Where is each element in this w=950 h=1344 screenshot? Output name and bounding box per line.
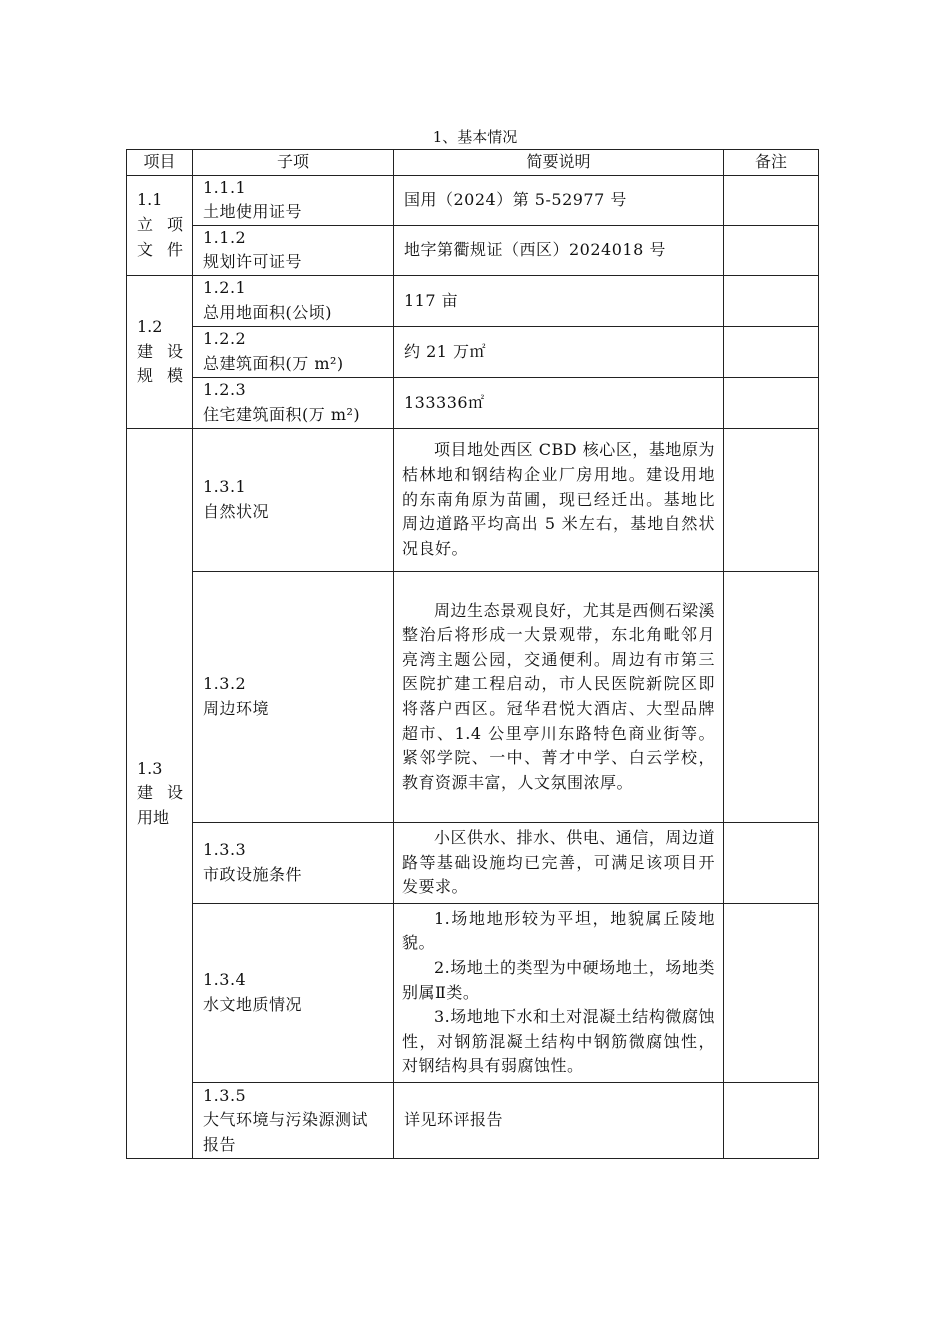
note-cell [724,571,819,822]
sub-cell [193,175,394,225]
sub-cell [193,428,394,571]
note-cell [724,275,819,326]
sub-code: 1.2.1 [203,278,247,298]
sub-code: 1.2.3 [203,380,247,400]
table-row [127,428,819,571]
desc-cell: 详见环评报告 [394,1082,724,1158]
desc-cell: 133336㎡ [394,377,724,428]
note-cell [724,326,819,377]
sub-cell [193,903,394,1082]
sub-code: 1.3.3 [203,840,247,860]
table-row [127,377,819,428]
group-num: 1.1 [137,190,163,210]
sub-cell [193,571,394,822]
group-line1: 立 项 [137,214,183,234]
desc-paragraph: 项目地处西区 CBD 核心区，基地原为桔林地和钢结构企业厂房用地。建设用地的东南角原为苗圃，现已经迁出。基地比周边道路平均高出 5 米左右，基地自然状况良好。 [402,440,715,558]
sub-cell [193,1082,394,1158]
basic-info-table [126,149,819,1159]
table-row [127,275,819,326]
desc-cell: 约 21 万㎡ [394,326,724,377]
sub-name: 总用地面积(公顷) [203,302,332,322]
table-row [127,571,819,822]
group-cell [127,275,193,428]
sub-name: 住宅建筑面积(万 m²) [203,404,361,424]
sub-name: 大气环境与污染源测试报告 [203,1110,369,1154]
note-cell [724,903,819,1082]
note-cell [724,225,819,275]
sub-cell [193,225,394,275]
desc-paragraph: 1.场地地形较为平坦，地貌属丘陵地貌。 [402,908,715,953]
group-cell [127,428,193,1158]
sub-cell [193,822,394,903]
sub-code: 1.1.2 [203,227,247,247]
note-cell [724,822,819,903]
group-line1: 建 设 [137,341,183,361]
group-num: 1.2 [137,317,163,337]
desc-cell [394,903,724,1082]
desc-cell [394,571,724,822]
desc-cell [394,822,724,903]
group-line2: 规 模 [137,366,183,386]
table-row [127,326,819,377]
table-row [127,903,819,1082]
sub-name: 市政设施条件 [203,864,303,884]
table-row [127,822,819,903]
group-cell [127,175,193,275]
desc-paragraph: 小区供水、排水、供电、通信，周边道路等基础设施均已完善，可满足该项目开发要求。 [402,827,715,897]
sub-code: 1.2.2 [203,329,247,349]
desc-cell: 国用（2024）第 5-52977 号 [394,175,724,225]
sub-cell [193,377,394,428]
group-line2: 用地 [137,807,170,827]
header-item: 项目 [127,150,193,176]
note-cell [724,1082,819,1158]
sub-name: 土地使用证号 [203,202,303,222]
group-num: 1.3 [137,758,163,778]
desc-paragraph: 3.场地地下水和土对混凝土结构微腐蚀性，对钢筋混凝土结构中钢筋微腐蚀性，对钢结构具有弱腐蚀性。 [402,1007,715,1076]
note-cell [724,175,819,225]
sub-code: 1.3.5 [203,1085,247,1105]
header-desc: 简要说明 [394,150,724,176]
desc-cell: 117 亩 [394,275,724,326]
header-sub: 子项 [193,150,394,176]
sub-name: 水文地质情况 [203,994,303,1014]
sub-name: 周边环境 [203,698,270,718]
sub-name: 总建筑面积(万 m²) [203,353,344,373]
group-line1: 建 设 [137,783,183,803]
sub-code: 1.3.1 [203,477,247,497]
note-cell [724,428,819,571]
desc-cell [394,428,724,571]
sub-code: 1.1.1 [203,177,247,197]
table-row [127,225,819,275]
table-row [127,1082,819,1158]
section-title: 1、基本情况 [432,128,518,146]
desc-cell: 地字第衢规证（西区）2024018 号 [394,225,724,275]
group-line2: 文 件 [137,239,183,259]
sub-code: 1.3.2 [203,674,247,694]
sub-name: 自然状况 [203,501,270,521]
sub-code: 1.3.4 [203,970,247,990]
desc-paragraph: 周边生态景观良好，尤其是西侧石梁溪整治后将形成一大景观带，东北角毗邻月亮湾主题公园，交通便利。周边有市第三医院扩建工程启动，市人民医院新院区即将落户西区。冠华君悦大酒店、大型品牌超市、1.4 公里亭川东路特色商业街等。紧邻学院、一中、菁才中学、白云学校，教育资源丰富，人文氛围浓厚。 [402,600,715,792]
sub-cell [193,275,394,326]
sub-cell [193,326,394,377]
desc-paragraph: 2.场地土的类型为中硬场地土，场地类别属Ⅱ类。 [402,957,715,1002]
table-row [127,175,819,225]
sub-name: 规划许可证号 [203,252,303,272]
note-cell [724,377,819,428]
header-note: 备注 [724,150,819,176]
header-row [127,150,819,176]
